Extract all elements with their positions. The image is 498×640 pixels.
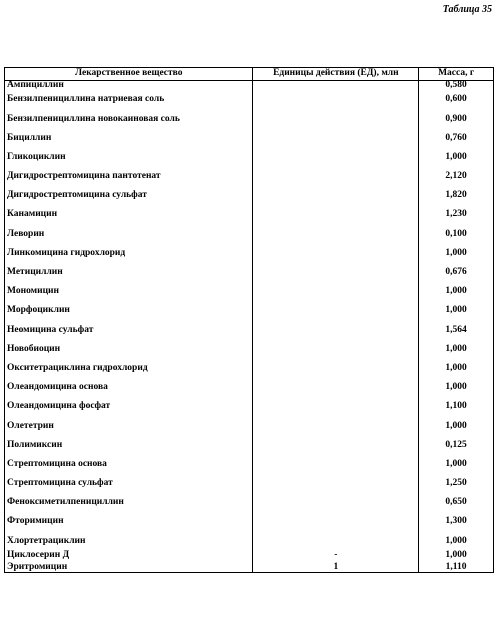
units-cell — [253, 398, 419, 417]
units-cell — [253, 167, 419, 186]
mass-cell: 1,000 — [419, 340, 494, 359]
table-body — [5, 81, 494, 573]
table-row — [5, 244, 494, 263]
table-row — [5, 321, 494, 340]
units-cell — [253, 110, 419, 129]
mass-cell: 1,000 — [419, 532, 494, 551]
substance-cell: Мономицин — [5, 282, 253, 301]
substance-cell: Новобиоцин — [5, 340, 253, 359]
substance-cell: Хлортетрациклин — [5, 532, 253, 551]
units-cell — [253, 340, 419, 359]
header-mass: Масса, г — [419, 68, 494, 81]
table-row — [5, 436, 494, 455]
mass-cell: 1,000 — [419, 378, 494, 397]
substance-cell: Стрептомицина сульфат — [5, 474, 253, 493]
mass-cell: 1,230 — [419, 206, 494, 225]
table-row — [5, 206, 494, 225]
substance-cell: Метициллин — [5, 263, 253, 282]
table-row — [5, 91, 494, 110]
mass-cell: 1,820 — [419, 186, 494, 205]
units-cell — [253, 378, 419, 397]
mass-cell: 0,760 — [419, 129, 494, 148]
substance-cell: Олететрин — [5, 417, 253, 436]
substance-cell: Стрептомицина основа — [5, 455, 253, 474]
table-row — [5, 513, 494, 532]
units-cell — [253, 321, 419, 340]
mass-cell: 1,250 — [419, 474, 494, 493]
units-cell — [253, 129, 419, 148]
mass-cell: 1,000 — [419, 359, 494, 378]
mass-cell: 1,000 — [419, 282, 494, 301]
table-row — [5, 398, 494, 417]
substance-cell: Эритромицин — [5, 561, 253, 573]
mass-cell: 1,000 — [419, 551, 494, 561]
mass-cell: 0,676 — [419, 263, 494, 282]
units-cell: 1 — [253, 561, 419, 573]
table-row — [5, 455, 494, 474]
mass-cell: 1,100 — [419, 398, 494, 417]
table-row — [5, 282, 494, 301]
substance-cell: Дигидрострептомицина пантотенат — [5, 167, 253, 186]
substance-cell: Дигидрострептомицина сульфат — [5, 186, 253, 205]
substance-cell: Ампициллин — [5, 81, 253, 91]
table-header-row — [5, 68, 494, 81]
substance-cell: Циклосерин Д — [5, 551, 253, 561]
table-row — [5, 474, 494, 493]
units-cell — [253, 474, 419, 493]
units-cell — [253, 244, 419, 263]
table-row — [5, 493, 494, 512]
units-cell: - — [253, 551, 419, 561]
mass-cell: 1,564 — [419, 321, 494, 340]
table-row — [5, 302, 494, 321]
mass-cell: 0,650 — [419, 493, 494, 512]
table-row — [5, 167, 494, 186]
substance-cell: Бензилпенициллина новокаиновая соль — [5, 110, 253, 129]
substance-cell: Окситетрациклина гидрохлорид — [5, 359, 253, 378]
antibiotics-table — [4, 67, 494, 573]
units-cell — [253, 206, 419, 225]
table-row — [5, 551, 494, 561]
units-cell — [253, 186, 419, 205]
substance-cell: Олеандомицина основа — [5, 378, 253, 397]
substance-cell: Морфоциклин — [5, 302, 253, 321]
header-units: Единицы действия (ЕД), млн — [253, 68, 419, 81]
table-row — [5, 561, 494, 573]
units-cell — [253, 91, 419, 110]
header-substance: Лекарственное вещество — [5, 68, 253, 81]
substance-cell: Феноксиметилпенициллин — [5, 493, 253, 512]
table-row — [5, 186, 494, 205]
substance-cell: Олеандомицина фосфат — [5, 398, 253, 417]
units-cell — [253, 493, 419, 512]
units-cell — [253, 513, 419, 532]
table-row — [5, 417, 494, 436]
table-caption: Таблица 35 — [442, 4, 492, 15]
substance-cell: Бензилпенициллина натриевая соль — [5, 91, 253, 110]
mass-cell: 0,580 — [419, 81, 494, 91]
units-cell — [253, 359, 419, 378]
substance-cell: Канамицин — [5, 206, 253, 225]
mass-cell: 0,900 — [419, 110, 494, 129]
units-cell — [253, 225, 419, 244]
mass-cell: 0,125 — [419, 436, 494, 455]
units-cell — [253, 436, 419, 455]
substance-cell: Леворин — [5, 225, 253, 244]
table-row — [5, 532, 494, 551]
substance-cell: Полимиксин — [5, 436, 253, 455]
table-row — [5, 359, 494, 378]
mass-cell: 1,000 — [419, 302, 494, 321]
table-row — [5, 340, 494, 359]
mass-cell: 1,300 — [419, 513, 494, 532]
table-row — [5, 225, 494, 244]
substance-cell: Неомицина сульфат — [5, 321, 253, 340]
table-row — [5, 263, 494, 282]
mass-cell: 1,110 — [419, 561, 494, 573]
mass-cell: 0,600 — [419, 91, 494, 110]
substance-cell: Фторимицин — [5, 513, 253, 532]
table-row — [5, 129, 494, 148]
table-row — [5, 110, 494, 129]
units-cell — [253, 302, 419, 321]
table-row — [5, 378, 494, 397]
units-cell — [253, 263, 419, 282]
substance-cell: Гликоциклин — [5, 148, 253, 167]
mass-cell: 1,000 — [419, 244, 494, 263]
substance-cell: Линкомицина гидрохлорид — [5, 244, 253, 263]
units-cell — [253, 417, 419, 436]
units-cell — [253, 81, 419, 91]
mass-cell: 0,100 — [419, 225, 494, 244]
units-cell — [253, 148, 419, 167]
mass-cell: 1,000 — [419, 148, 494, 167]
units-cell — [253, 532, 419, 551]
table-row — [5, 148, 494, 167]
units-cell — [253, 455, 419, 474]
substance-cell: Бициллин — [5, 129, 253, 148]
units-cell — [253, 282, 419, 301]
mass-cell: 2,120 — [419, 167, 494, 186]
mass-cell: 1,000 — [419, 417, 494, 436]
table-row — [5, 81, 494, 91]
mass-cell: 1,000 — [419, 455, 494, 474]
